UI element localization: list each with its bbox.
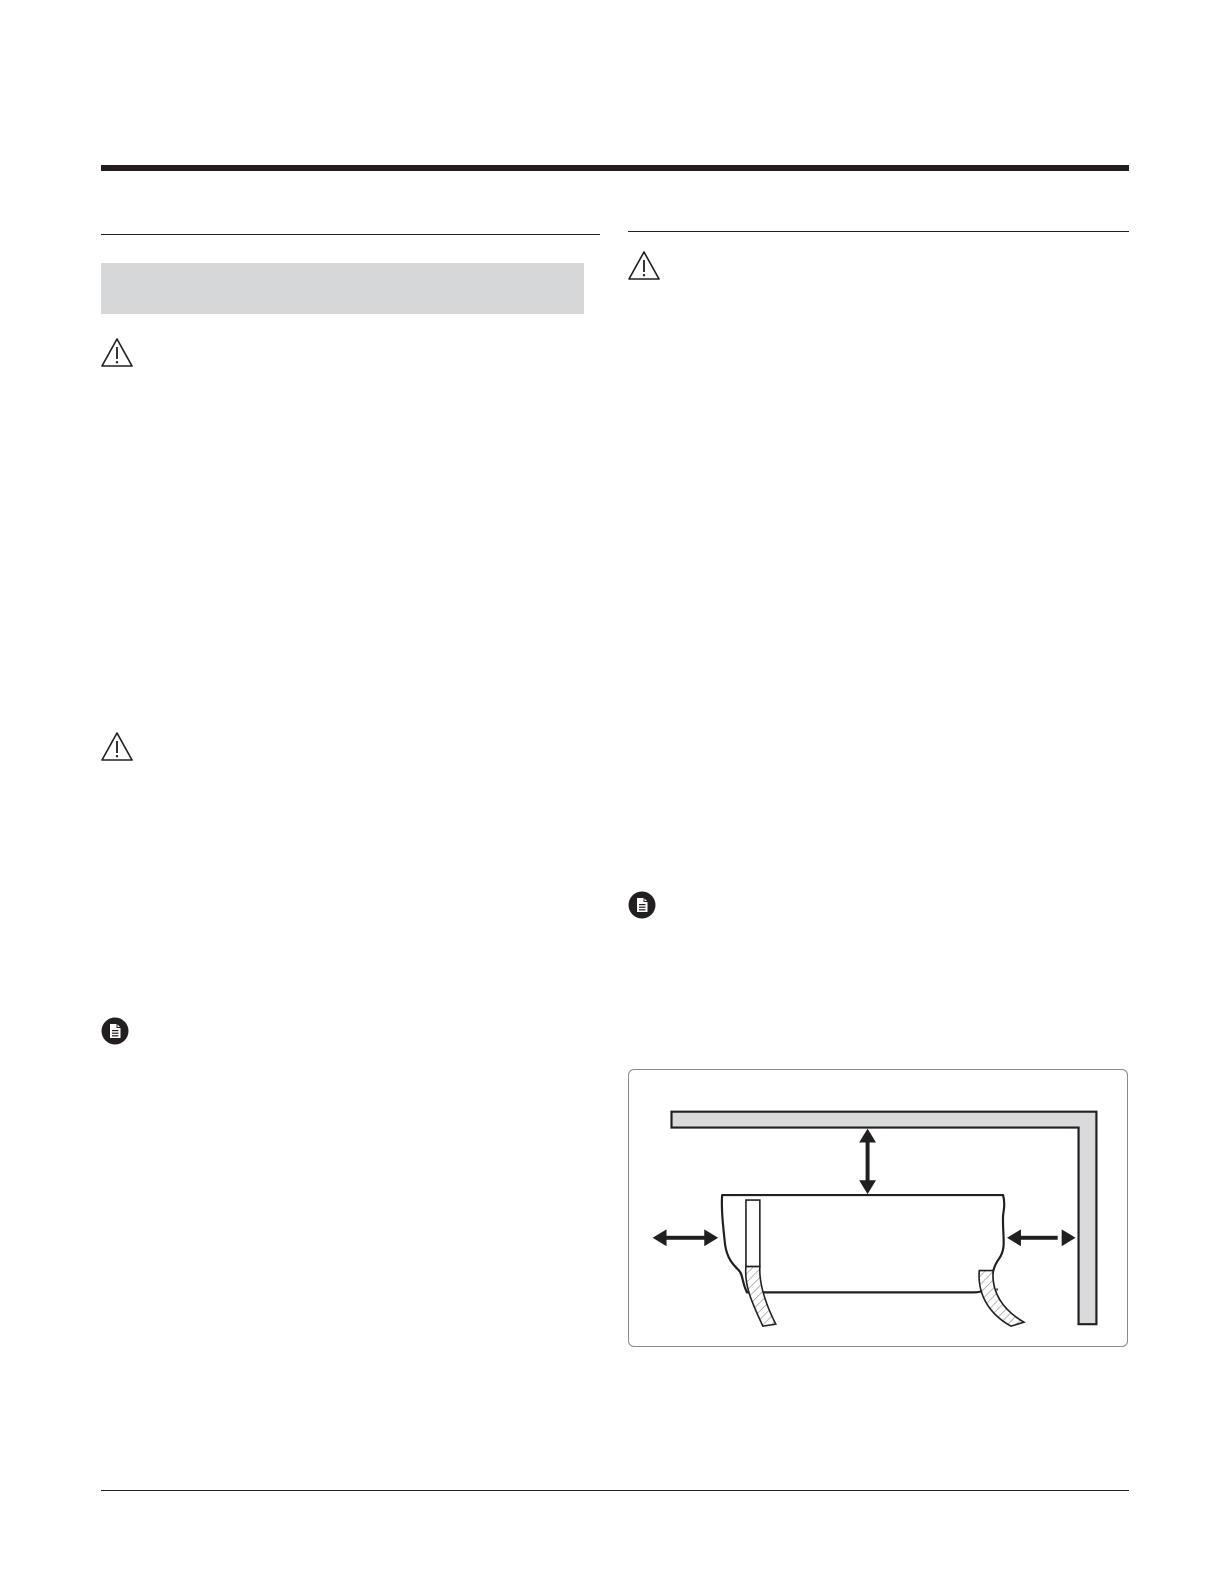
right-section-heading (628, 202, 1129, 228)
indoor-unit (722, 1195, 1004, 1292)
right-section-rule (628, 231, 1129, 232)
note-document-icon (628, 891, 656, 919)
left-section-rule (101, 234, 600, 235)
warning-triangle-icon (100, 336, 134, 370)
left-pipe-cover (746, 1200, 760, 1267)
right-drain-hose (979, 1271, 1024, 1327)
installation-clearance-figure (628, 1069, 1128, 1347)
warning-triangle-icon (100, 730, 134, 764)
note-document-icon (101, 1017, 129, 1045)
warning-triangle-icon (627, 249, 661, 283)
right-clearance-arrow (1007, 1229, 1076, 1246)
left-clearance-arrow (653, 1229, 719, 1246)
left-section-heading (101, 205, 600, 231)
header-rule (101, 165, 1129, 171)
clearance-diagram (629, 1070, 1127, 1346)
section-band-label (101, 263, 584, 291)
footer-rule (101, 1490, 1129, 1491)
top-clearance-arrow (859, 1129, 876, 1195)
section-band (101, 263, 584, 314)
